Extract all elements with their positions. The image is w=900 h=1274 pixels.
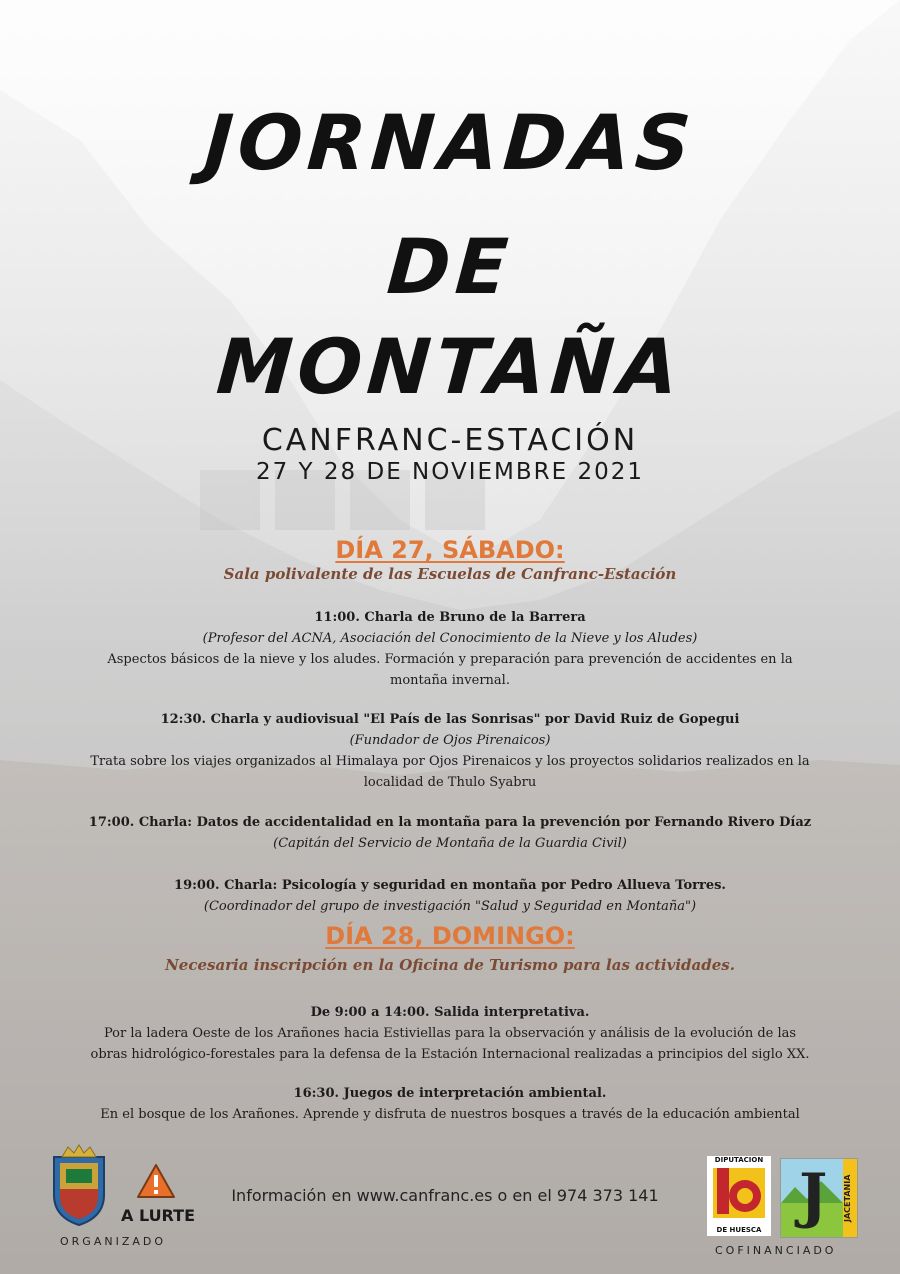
jacetania-letter: J	[799, 1161, 828, 1231]
event-title: 17:00. Charla: Datos de accidentalidad en la montaña para la prevención por Fernando Rivero Díaz	[88, 815, 812, 830]
event-title: 16:30. Juegos de interpretación ambiental.	[293, 1086, 607, 1101]
title-line-2: DE	[384, 222, 516, 311]
event-description: localidad de Thulo Syabru	[363, 775, 537, 790]
event-title: De 9:00 a 14:00. Salida interpretativa.	[310, 1005, 590, 1020]
warning-triangle-icon	[136, 1163, 176, 1199]
event-item	[40, 709, 860, 793]
location: CANFRANC-ESTACIÓN	[261, 423, 639, 458]
alurte-label: A LURTE	[120, 1206, 195, 1225]
event-description: montaña invernal.	[390, 673, 510, 688]
event-item	[40, 1083, 860, 1125]
day1-heading: DÍA 27, SÁBADO:	[335, 536, 565, 564]
info-text: Información en www.canfranc.es o en el 974 373 141	[231, 1186, 659, 1205]
jacetania-logo	[780, 1158, 858, 1238]
event-title: 11:00. Charla de Bruno de la Barrera	[314, 610, 586, 625]
event-item	[40, 1002, 860, 1065]
title-line-3: MONTAÑA	[213, 322, 687, 411]
diputacion-top-label: DIPUTACION	[714, 1156, 764, 1164]
event-item	[40, 875, 860, 917]
event-item	[40, 607, 860, 691]
diputacion-bottom-label: DE HUESCA	[716, 1226, 762, 1234]
day1-venue: Sala polivalente de las Escuelas de Canfranc-Estación	[223, 565, 677, 583]
canfranc-coat-of-arms-icon	[48, 1143, 110, 1227]
event-description: Trata sobre los viajes organizados al Himalaya por Ojos Pirenaicos y los proyectos solidarios realizados en la	[90, 754, 810, 769]
event-subtitle: (Profesor del ACNA, Asociación del Conocimiento de la Nieve y los Aludes)	[202, 631, 698, 646]
event-description: Aspectos básicos de la nieve y los aludes. Formación y preparación para prevención de accidentes en la	[107, 652, 793, 667]
organizer-caption: ORGANIZADO	[60, 1235, 167, 1248]
event-description: En el bosque de los Arañones. Aprende y disfruta de nuestros bosques a través de la educación ambiental	[100, 1107, 800, 1122]
event-subtitle: (Coordinador del grupo de investigación "Salud y Seguridad en Montaña")	[203, 899, 697, 914]
day2-note: Necesaria inscripción en la Oficina de Turismo para las actividades.	[165, 956, 735, 974]
event-description: Por la ladera Oeste de los Arañones hacia Estiviellas para la observación y análisis de la evolución de las	[103, 1026, 797, 1041]
event-description: obras hidrológico-forestales para la defensa de la Estación Internacional realizadas a principios del siglo XX.	[90, 1047, 810, 1062]
diputacion-huesca-logo	[707, 1156, 771, 1236]
event-title: 12:30. Charla y audiovisual "El País de las Sonrisas" por David Ruiz de Gopegui	[160, 712, 740, 727]
event-title: 19:00. Charla: Psicología y seguridad en montaña por Pedro Allueva Torres.	[174, 878, 726, 893]
diputacion-emblem-icon	[707, 1164, 771, 1222]
title-line-1: JORNADAS	[201, 98, 699, 187]
event-subtitle: (Fundador de Ojos Pirenaicos)	[349, 733, 551, 748]
event-dates: 27 Y 28 DE NOVIEMBRE 2021	[255, 459, 644, 485]
event-subtitle: (Capitán del Servicio de Montaña de la Guardia Civil)	[273, 836, 627, 851]
cofinanced-caption: COFINANCIADO	[715, 1244, 837, 1257]
event-item	[40, 812, 860, 854]
jacetania-label: JACETANIA	[843, 1159, 857, 1237]
day2-heading: DÍA 28, DOMINGO:	[325, 922, 575, 950]
